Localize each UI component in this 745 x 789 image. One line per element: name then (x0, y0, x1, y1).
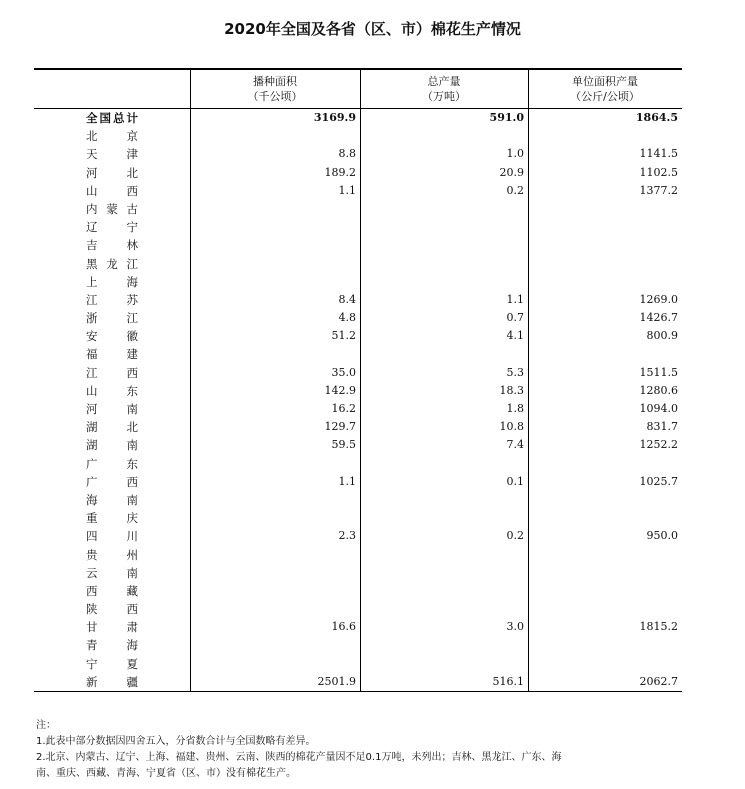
total-output-cell (360, 600, 524, 618)
region-name: 贵州 (86, 547, 138, 562)
sown-area-cell (190, 200, 356, 218)
total-output-cell: 10.8 (499, 420, 524, 434)
table-row (34, 655, 682, 673)
region-name: 广东 (86, 456, 138, 471)
region-cell (34, 473, 190, 491)
unit-yield-cell (528, 564, 678, 582)
region-name: 新疆 (86, 674, 138, 689)
total-output-cell (360, 582, 524, 600)
region-name: 重庆 (86, 511, 138, 526)
region-cell (34, 200, 190, 218)
region-cell (34, 436, 190, 454)
unit-yield-cell (528, 655, 678, 673)
unit-yield-cell (528, 636, 678, 654)
sown-area-cell: 1.1 (338, 183, 356, 197)
unit-yield-cell (528, 345, 678, 363)
table-row (34, 473, 682, 491)
region-name: 青海 (86, 638, 138, 653)
total-output-cell (360, 127, 524, 145)
table-row (34, 564, 682, 582)
region-cell (34, 527, 190, 545)
table-row (34, 127, 682, 145)
total-output-cell (360, 491, 524, 509)
unit-yield-cell: 1102.5 (639, 165, 678, 179)
region-name: 安徽 (86, 329, 138, 344)
table-row (34, 673, 682, 691)
region-cell (34, 327, 190, 345)
unit-yield-cell (528, 127, 678, 145)
header-unit: （千公顷） (247, 90, 303, 103)
region-name: 西藏 (86, 583, 138, 598)
table-row (34, 491, 682, 509)
region-name: 江苏 (86, 292, 138, 307)
total-output-cell (360, 455, 524, 473)
sown-area-cell (190, 255, 356, 273)
header-label: 播种面积 (253, 75, 297, 88)
total-output-cell: 0.2 (506, 529, 524, 543)
note-2b: 南、重庆、西藏、青海、宁夏省（区、市）没有棉花生产。 (36, 768, 296, 779)
region-cell (34, 455, 190, 473)
total-output-cell: 1.8 (506, 402, 524, 415)
sown-area-cell: 129.7 (324, 420, 356, 434)
sown-area-cell (190, 218, 356, 236)
region-cell (34, 364, 190, 382)
total-output-cell: 0.1 (506, 474, 524, 488)
table-row (34, 418, 682, 436)
region-cell (34, 491, 190, 509)
total-output-cell (360, 564, 524, 582)
total-output-cell: 591.0 (489, 111, 524, 124)
region-name: 湖北 (86, 420, 138, 435)
total-output-cell (360, 509, 524, 527)
sown-area-cell: 3169.9 (313, 111, 356, 124)
cotton-production-table (34, 68, 682, 691)
table-row (34, 345, 682, 363)
header-unit: （万吨） (422, 90, 466, 103)
unit-yield-cell (528, 491, 678, 509)
total-output-cell (360, 345, 524, 363)
region-cell (34, 109, 190, 127)
sown-area-cell (190, 582, 356, 600)
table-bottom-rule (34, 691, 682, 692)
unit-yield-cell (528, 236, 678, 254)
region-cell (34, 582, 190, 600)
region-cell (34, 546, 190, 564)
total-output-cell: 18.3 (499, 383, 524, 397)
region-cell (34, 418, 190, 436)
unit-yield-cell: 800.9 (646, 329, 678, 343)
region-cell (34, 164, 190, 182)
total-output-cell (360, 273, 524, 291)
sown-area-cell (190, 236, 356, 254)
region-cell (34, 618, 190, 636)
sown-area-cell: 1.1 (338, 474, 356, 488)
region-name: 内蒙古 (86, 201, 138, 216)
sown-area-cell (190, 455, 356, 473)
table-row (34, 291, 682, 309)
table-row (34, 382, 682, 400)
total-output-cell: 3.0 (506, 620, 524, 634)
region-cell (34, 382, 190, 400)
sown-area-cell: 16.6 (331, 620, 356, 634)
unit-yield-cell: 1377.2 (639, 183, 678, 197)
sown-area-cell (190, 127, 356, 145)
region-name: 河南 (86, 402, 138, 416)
region-name: 浙江 (86, 311, 138, 326)
total-output-cell (360, 655, 524, 673)
unit-yield-cell (528, 273, 678, 291)
region-name: 陕西 (86, 602, 138, 617)
table-row (34, 436, 682, 454)
unit-yield-cell: 1511.5 (639, 365, 678, 379)
unit-yield-cell: 831.7 (646, 420, 678, 434)
region-cell (34, 564, 190, 582)
total-output-cell: 1.1 (506, 292, 524, 306)
sown-area-cell (190, 509, 356, 527)
table-row (34, 636, 682, 654)
notes-label: 注： (36, 720, 56, 731)
table-row (34, 236, 682, 254)
region-cell (34, 309, 190, 327)
unit-yield-cell: 1094.0 (639, 402, 678, 415)
unit-yield-cell: 2062.7 (639, 674, 678, 688)
region-cell (34, 236, 190, 254)
unit-yield-cell: 1025.7 (639, 474, 678, 488)
region-cell (34, 636, 190, 654)
region-name: 四川 (86, 529, 138, 544)
total-output-cell: 20.9 (499, 165, 524, 179)
region-cell (34, 509, 190, 527)
table-body (34, 109, 682, 691)
table-row (34, 509, 682, 527)
header-unit: （公斤/公顷） (570, 90, 640, 103)
unit-yield-cell (528, 255, 678, 273)
unit-yield-cell (528, 218, 678, 236)
region-name: 天津 (86, 147, 138, 162)
sown-area-cell: 51.2 (331, 329, 356, 343)
unit-yield-cell (528, 509, 678, 527)
sown-area-cell (190, 273, 356, 291)
unit-yield-cell: 1426.7 (639, 311, 678, 325)
unit-yield-cell (528, 546, 678, 564)
unit-yield-cell: 950.0 (646, 529, 678, 543)
region-name: 福建 (86, 347, 138, 362)
region-name: 江西 (86, 365, 138, 380)
region-cell (34, 345, 190, 363)
region-name: 广西 (86, 474, 138, 489)
table-row (34, 164, 682, 182)
header-label: 总产量 (427, 75, 461, 88)
header-label: 单位面积产量 (572, 75, 638, 88)
sown-area-cell: 4.8 (338, 311, 356, 325)
region-cell (34, 273, 190, 291)
table-row (34, 400, 682, 418)
sown-area-cell (190, 636, 356, 654)
sown-area-cell (190, 564, 356, 582)
total-output-cell: 0.2 (506, 183, 524, 197)
total-output-cell: 5.3 (506, 365, 524, 379)
unit-yield-cell (528, 600, 678, 618)
sown-area-cell (190, 345, 356, 363)
table-header (34, 68, 682, 109)
sown-area-cell: 189.2 (324, 165, 356, 179)
unit-yield-cell: 1864.5 (635, 111, 678, 124)
table-row (34, 600, 682, 618)
unit-yield-cell: 1815.2 (639, 620, 678, 634)
sown-area-cell (190, 655, 356, 673)
region-cell (34, 291, 190, 309)
footnotes (36, 718, 696, 782)
total-output-cell: 7.4 (506, 438, 524, 452)
table-row (34, 364, 682, 382)
region-name: 宁夏 (86, 656, 138, 671)
unit-yield-cell: 1269.0 (639, 292, 678, 306)
table-row (34, 618, 682, 636)
region-cell (34, 182, 190, 200)
region-name: 北京 (86, 129, 138, 144)
note-1: 1.此表中部分数据因四舍五入，分省数合计与全国数略有差异。 (36, 736, 316, 747)
table-row (34, 527, 682, 545)
table-row (34, 218, 682, 236)
sown-area-cell: 8.4 (338, 292, 356, 306)
sown-area-cell (190, 546, 356, 564)
region-name: 山西 (86, 183, 138, 198)
unit-yield-cell (528, 200, 678, 218)
table-row (34, 546, 682, 564)
total-output-cell (360, 255, 524, 273)
sown-area-cell: 2.3 (338, 529, 356, 543)
region-name: 上海 (86, 274, 138, 289)
total-output-cell (360, 218, 524, 236)
total-output-cell: 4.1 (506, 329, 524, 343)
total-output-cell: 1.0 (506, 147, 524, 161)
page-title: 2020年全国及各省（区、市）棉花生产情况 (224, 20, 521, 38)
sown-area-cell: 35.0 (331, 365, 356, 379)
unit-yield-cell: 1252.2 (639, 438, 678, 452)
table-row (34, 255, 682, 273)
region-cell (34, 145, 190, 163)
table-row (34, 182, 682, 200)
region-cell (34, 218, 190, 236)
total-output-cell (360, 200, 524, 218)
region-cell (34, 400, 190, 418)
region-cell (34, 673, 190, 691)
table-row (34, 200, 682, 218)
region-name: 甘肃 (86, 620, 138, 635)
header-total-output (360, 70, 528, 108)
sown-area-cell: 142.9 (324, 383, 356, 397)
unit-yield-cell (528, 582, 678, 600)
table-row (34, 582, 682, 600)
sown-area-cell (190, 600, 356, 618)
region-name: 河北 (86, 165, 138, 180)
total-output-cell (360, 636, 524, 654)
region-cell (34, 127, 190, 145)
region-name: 湖南 (86, 438, 138, 453)
region-name: 云南 (86, 565, 138, 580)
table-row (34, 327, 682, 345)
sown-area-cell (190, 491, 356, 509)
region-cell (34, 600, 190, 618)
table-row (34, 309, 682, 327)
sown-area-cell: 59.5 (331, 438, 356, 452)
region-name: 全国总计 (86, 111, 138, 125)
region-name: 黑龙江 (86, 256, 138, 271)
table-row (34, 145, 682, 163)
region-name: 吉林 (86, 238, 138, 253)
region-name: 山东 (86, 383, 138, 398)
note-2a: 2.北京、内蒙古、辽宁、上海、福建、贵州、云南、陕西的棉花产量因不足0.1万吨，未列出；吉林、黑龙江、广东、海 (36, 752, 562, 763)
sown-area-cell: 16.2 (331, 402, 356, 415)
unit-yield-cell: 1280.6 (639, 383, 678, 397)
total-output-cell: 0.7 (506, 311, 524, 325)
region-name: 海南 (86, 492, 138, 507)
region-cell (34, 655, 190, 673)
sown-area-cell: 8.8 (338, 147, 356, 161)
total-output-cell (360, 236, 524, 254)
header-sown-area (190, 70, 360, 108)
unit-yield-cell: 1141.5 (639, 147, 678, 161)
total-output-cell: 516.1 (492, 674, 524, 688)
sown-area-cell: 2501.9 (317, 674, 356, 688)
total-output-cell (360, 546, 524, 564)
table-row (34, 273, 682, 291)
table-row (34, 109, 682, 127)
region-name: 辽宁 (86, 220, 138, 235)
table-row (34, 455, 682, 473)
region-cell (34, 255, 190, 273)
unit-yield-cell (528, 455, 678, 473)
header-unit-yield (528, 70, 682, 108)
